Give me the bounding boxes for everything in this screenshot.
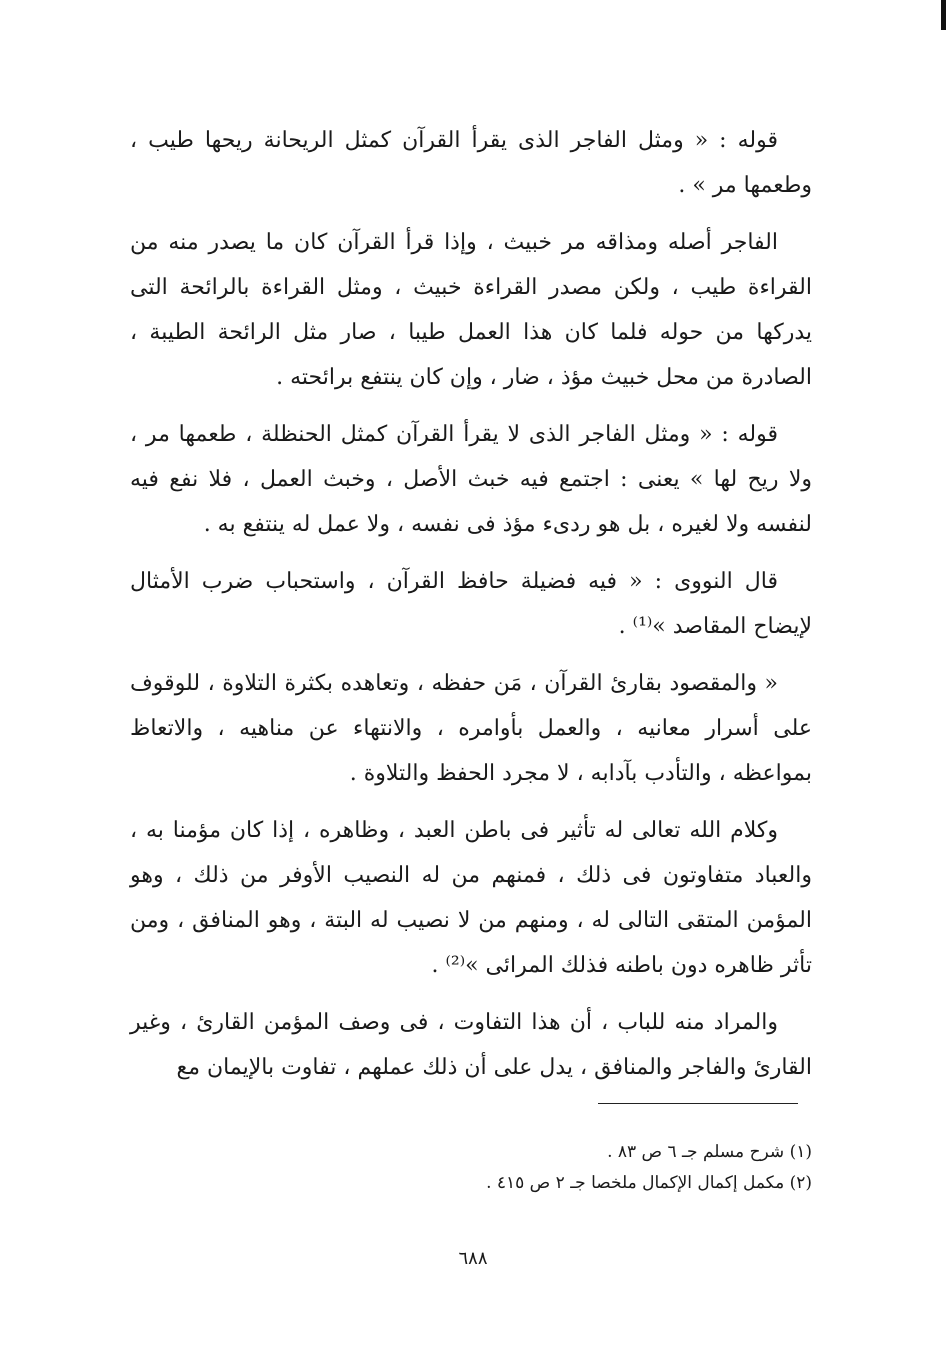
footnote-1: (١) شرح مسلم جـ ٦ ص ٨٣ . <box>607 1142 812 1162</box>
footnote-2: (٢) مكمل إكمال الإكمال ملخصا جـ ٢ ص ٤١٥ . <box>486 1173 812 1193</box>
paragraph-2: الفاجر أصله ومذاقه مر خبيث ، وإذا قرأ القرآن كان ما يصدر منه من القراءة طيب ، ولكن مصدر القراءة خبيث ، ومثل القراءة بالرائحة التى يدركها من حوله فلما كان هذا العمل طيبا ، صار مثل الرائحة الطيبة ، الصادرة من محل خبيث مؤذ ، ضار ، وإن كان ينتفع برائحته . <box>130 230 812 390</box>
paragraph-1: قوله : « ومثل الفاجر الذى يقرأ القرآن كمثل الريحانة ريحها طيب ، وطعمها مر » . <box>130 128 812 198</box>
footnote-separator <box>598 1103 798 1104</box>
paragraph-7: والمراد منه للباب ، أن هذا التفاوت ، فى وصف المؤمن القارئ ، وغير القارئ والفاجر والمنافق ، يدل على أن ذلك عملهم ، تفاوت بالإيمان مع <box>130 1010 812 1080</box>
paragraph-4: قال النووى : « فيه فضيلة حافظ القرآن ، واستحباب ضرب الأمثال لإيضاح المقاصد »⁽¹⁾ . <box>130 569 812 639</box>
scan-edge-mark <box>941 0 946 30</box>
paragraph-6: وكلام الله تعالى له تأثير فى باطن العبد ، وظاهره ، إذا كان مؤمنا به ، والعباد متفاوتون فى ذلك ، فمنهم من له النصيب الأوفر من ذلك ، وهو المؤمن المتقى التالى له ، ومنهم من لا نصيب له البتة ، وهو المنافق ، ومن تأثر ظاهره دون باطنه فذلك المرائى »⁽²⁾ . <box>130 818 812 978</box>
paragraph-3: قوله : « ومثل الفاجر الذى لا يقرأ القرآن كمثل الحنظلة ، طعمها مر ، ولا ريح لها » يعنى : اجتمع فيه خبث الأصل ، وخبث العمل ، فلا نفع فيه لنفسه ولا لغيره ، بل هو ردىء مؤذ فى نفسه ، ولا عمل له ينتفع به . <box>130 422 812 537</box>
paragraph-5: « والمقصود بقارئ القرآن ، مَن حفظه ، وتعاهده بكثرة التلاوة ، للوقوف على أسرار معانيه ، والعمل بأوامره ، والانتهاء عن مناهيه ، والاتعاظ بمواعظه ، والتأدب بآدابه ، لا مجرد الحفظ والتلاوة . <box>130 671 812 786</box>
main-text <box>130 118 812 1102</box>
page-number: ٦٨٨ <box>458 1248 488 1269</box>
footnotes <box>300 1137 812 1199</box>
